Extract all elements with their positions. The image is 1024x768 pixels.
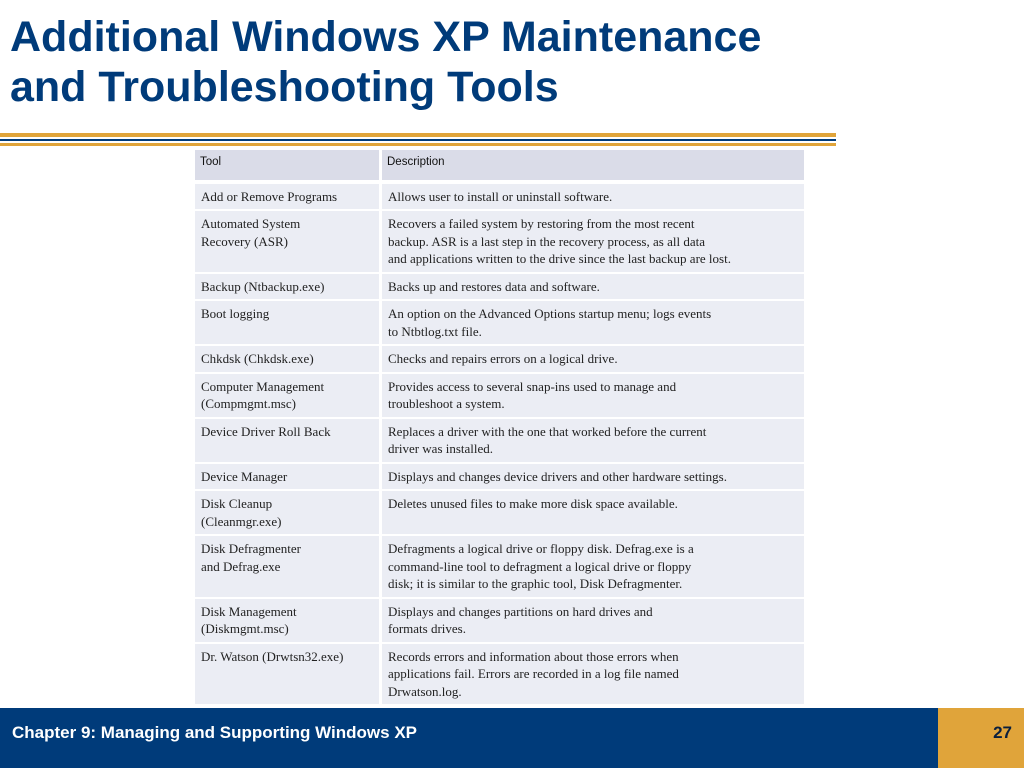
description-cell <box>382 644 804 707</box>
tool-description: Records errors and information about those errors when applications fail. Errors are recorded in a log file named Drwatson.log. <box>388 648 679 699</box>
tool-cell <box>195 419 382 464</box>
table-row <box>195 599 804 644</box>
tool-name: Computer Management (Compmgmt.msc) <box>201 378 325 411</box>
slide-title-line-2: and Troubleshooting Tools <box>10 63 559 111</box>
tool-cell <box>195 491 382 536</box>
tool-description: Deletes unused files to make more disk space available. <box>388 496 678 511</box>
tool-name: Device Driver Roll Back <box>201 423 331 439</box>
tool-name: Add or Remove Programs <box>201 188 338 204</box>
description-cell <box>382 464 804 492</box>
tool-description: Allows user to install or uninstall software. <box>388 188 613 204</box>
description-cell <box>382 346 804 374</box>
table-row <box>195 346 804 374</box>
tool-name: Automated System Recovery (ASR) <box>201 216 301 249</box>
table-header-row <box>195 150 804 180</box>
tool-description: Provides access to several snap-ins used to manage and troubleshoot a system. <box>388 378 677 411</box>
tool-cell <box>195 536 382 599</box>
table-row <box>195 491 804 536</box>
slide-title-line-1: Additional Windows XP Maintenance <box>10 13 762 61</box>
tools-table <box>195 150 804 706</box>
title-rule-gold-bottom <box>0 143 836 146</box>
tool-name: Disk Defragmenter and Defrag.exe <box>201 541 301 574</box>
tool-cell <box>195 301 382 346</box>
description-cell <box>382 419 804 464</box>
table-row <box>195 274 804 302</box>
tool-description: Checks and repairs errors on a logical drive. <box>388 351 618 366</box>
table-row <box>195 301 804 346</box>
page-number: 27 <box>993 723 1012 742</box>
tool-description: Replaces a driver with the one that worked before the current driver was installed. <box>388 423 707 456</box>
tool-description: Displays and changes partitions on hard drives and formats drives. <box>388 603 653 636</box>
table-row <box>195 536 804 599</box>
table-row <box>195 419 804 464</box>
tool-name: Chkdsk (Chkdsk.exe) <box>201 351 314 366</box>
description-cell <box>382 184 804 212</box>
tool-cell <box>195 464 382 492</box>
description-cell <box>382 536 804 599</box>
table-body <box>195 180 804 707</box>
tool-name: Boot logging <box>201 306 270 321</box>
description-cell <box>382 274 804 302</box>
column-header-tool: Tool <box>195 150 382 180</box>
title-rule-blue <box>0 139 836 141</box>
description-cell <box>382 301 804 346</box>
tool-description: Displays and changes device drivers and other hardware settings. <box>388 468 727 484</box>
description-cell <box>382 211 804 274</box>
tool-cell <box>195 644 382 707</box>
tool-cell <box>195 211 382 274</box>
table-row <box>195 464 804 492</box>
tool-cell <box>195 374 382 419</box>
slide-title <box>10 12 910 112</box>
tool-description: An option on the Advanced Options startup menu; logs events to Ntbtlog.txt file. <box>388 306 712 339</box>
tool-name: Backup (Ntbackup.exe) <box>201 278 325 294</box>
tool-cell <box>195 346 382 374</box>
footer-chapter-title: Chapter 9: Managing and Supporting Windows XP <box>12 723 418 742</box>
tool-name: Device Manager <box>201 468 288 484</box>
column-header-description: Description <box>382 150 804 180</box>
table-row <box>195 374 804 419</box>
description-cell <box>382 374 804 419</box>
tool-description: Backs up and restores data and software. <box>388 278 600 294</box>
tool-name: Disk Management (Diskmgmt.msc) <box>201 603 297 636</box>
title-rule-gold-top <box>0 133 836 137</box>
tool-description: Recovers a failed system by restoring from the most recent backup. ASR is a last step in the recovery process, as all data and applications written to the drive since the last backup are lost. <box>388 216 731 266</box>
description-cell <box>382 599 804 644</box>
tool-cell <box>195 599 382 644</box>
footer-bar <box>0 708 938 768</box>
tool-name: Disk Cleanup (Cleanmgr.exe) <box>201 496 282 529</box>
tool-cell <box>195 184 382 212</box>
tool-name: Dr. Watson (Drwtsn32.exe) <box>201 648 344 664</box>
table-row <box>195 644 804 707</box>
tool-description: Defragments a logical drive or floppy disk. Defrag.exe is a command-line tool to defragment a logical drive or floppy disk; it is similar to the graphic tool, Disk Defragmenter. <box>388 541 694 591</box>
table-row <box>195 184 804 212</box>
page-number-box <box>938 708 1024 768</box>
description-cell <box>382 491 804 536</box>
tool-cell <box>195 274 382 302</box>
table-row <box>195 211 804 274</box>
